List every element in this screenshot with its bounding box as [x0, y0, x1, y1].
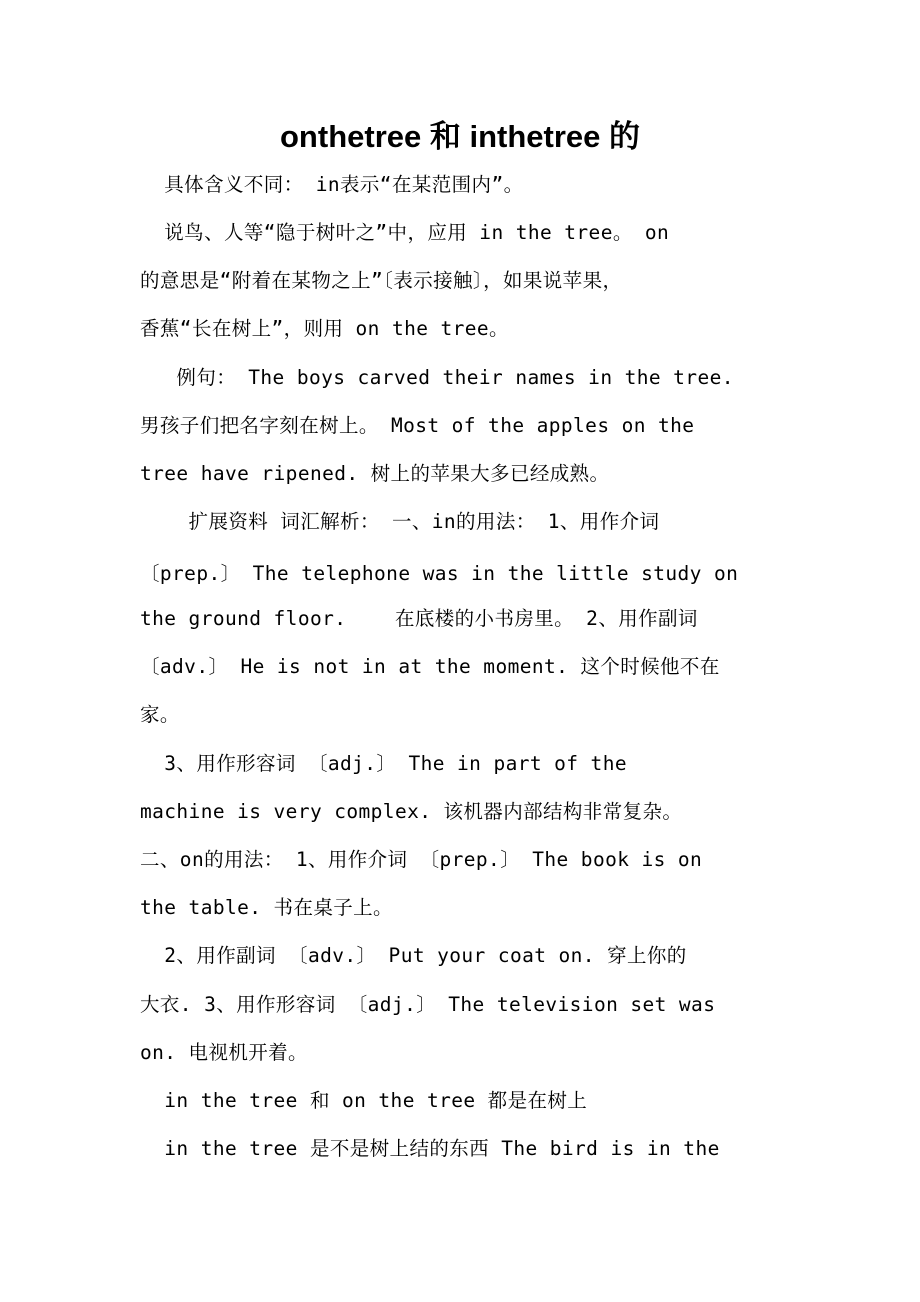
text-line: 具体含义不同： in表示“在某范围内”。	[140, 173, 524, 196]
text-line: 〔prep.〕 The telephone was in the little study on	[140, 562, 739, 585]
text-line: tree have ripened. 树上的苹果大多已经成熟。	[140, 462, 610, 485]
text-line: in the tree 是不是树上结的东西 The bird is in the	[140, 1137, 720, 1160]
text-line: 说鸟、人等“隐于树叶之”中，应用 in the tree。 on	[140, 221, 670, 244]
text-line: on. 电视机开着。	[140, 1041, 308, 1064]
text-line: the table. 书在桌子上。	[140, 896, 393, 919]
text-line: 二、on的用法： 1、用作介词 〔prep.〕 The book is on	[140, 848, 703, 871]
text-line: 〔adv.〕 He is not in at the moment. 这个时候他不在	[140, 655, 720, 678]
text-line: in the tree 和 on the tree 都是在树上	[140, 1089, 588, 1112]
text-line: 2、用作副词 〔adv.〕 Put your coat on. 穿上你的	[140, 944, 687, 967]
text-line: 家。	[140, 703, 180, 726]
text-line: 的意思是“附着在某物之上”〔表示接触〕，如果说苹果，	[140, 269, 623, 292]
text-line: 3、用作形容词 〔adj.〕 The in part of the	[140, 752, 627, 775]
text-line: 男孩子们把名字刻在树上。 Most of the apples on the	[140, 414, 695, 437]
text-line: the ground floor. 在底楼的小书房里。 2、用作副词	[140, 607, 698, 630]
text-line: 大衣. 3、用作形容词 〔adj.〕 The television set was	[140, 993, 716, 1016]
text-line: 香蕉“长在树上”，则用 on the tree。	[140, 317, 509, 340]
text-line: 例句： The boys carved their names in the tree.	[140, 366, 734, 389]
text-line: machine is very complex. 该机器内部结构非常复杂。	[140, 800, 683, 823]
text-line: 扩展资料 词汇解析： 一、in的用法： 1、用作介词	[140, 510, 660, 533]
page-title: onthetree 和 inthetree 的	[280, 119, 640, 154]
